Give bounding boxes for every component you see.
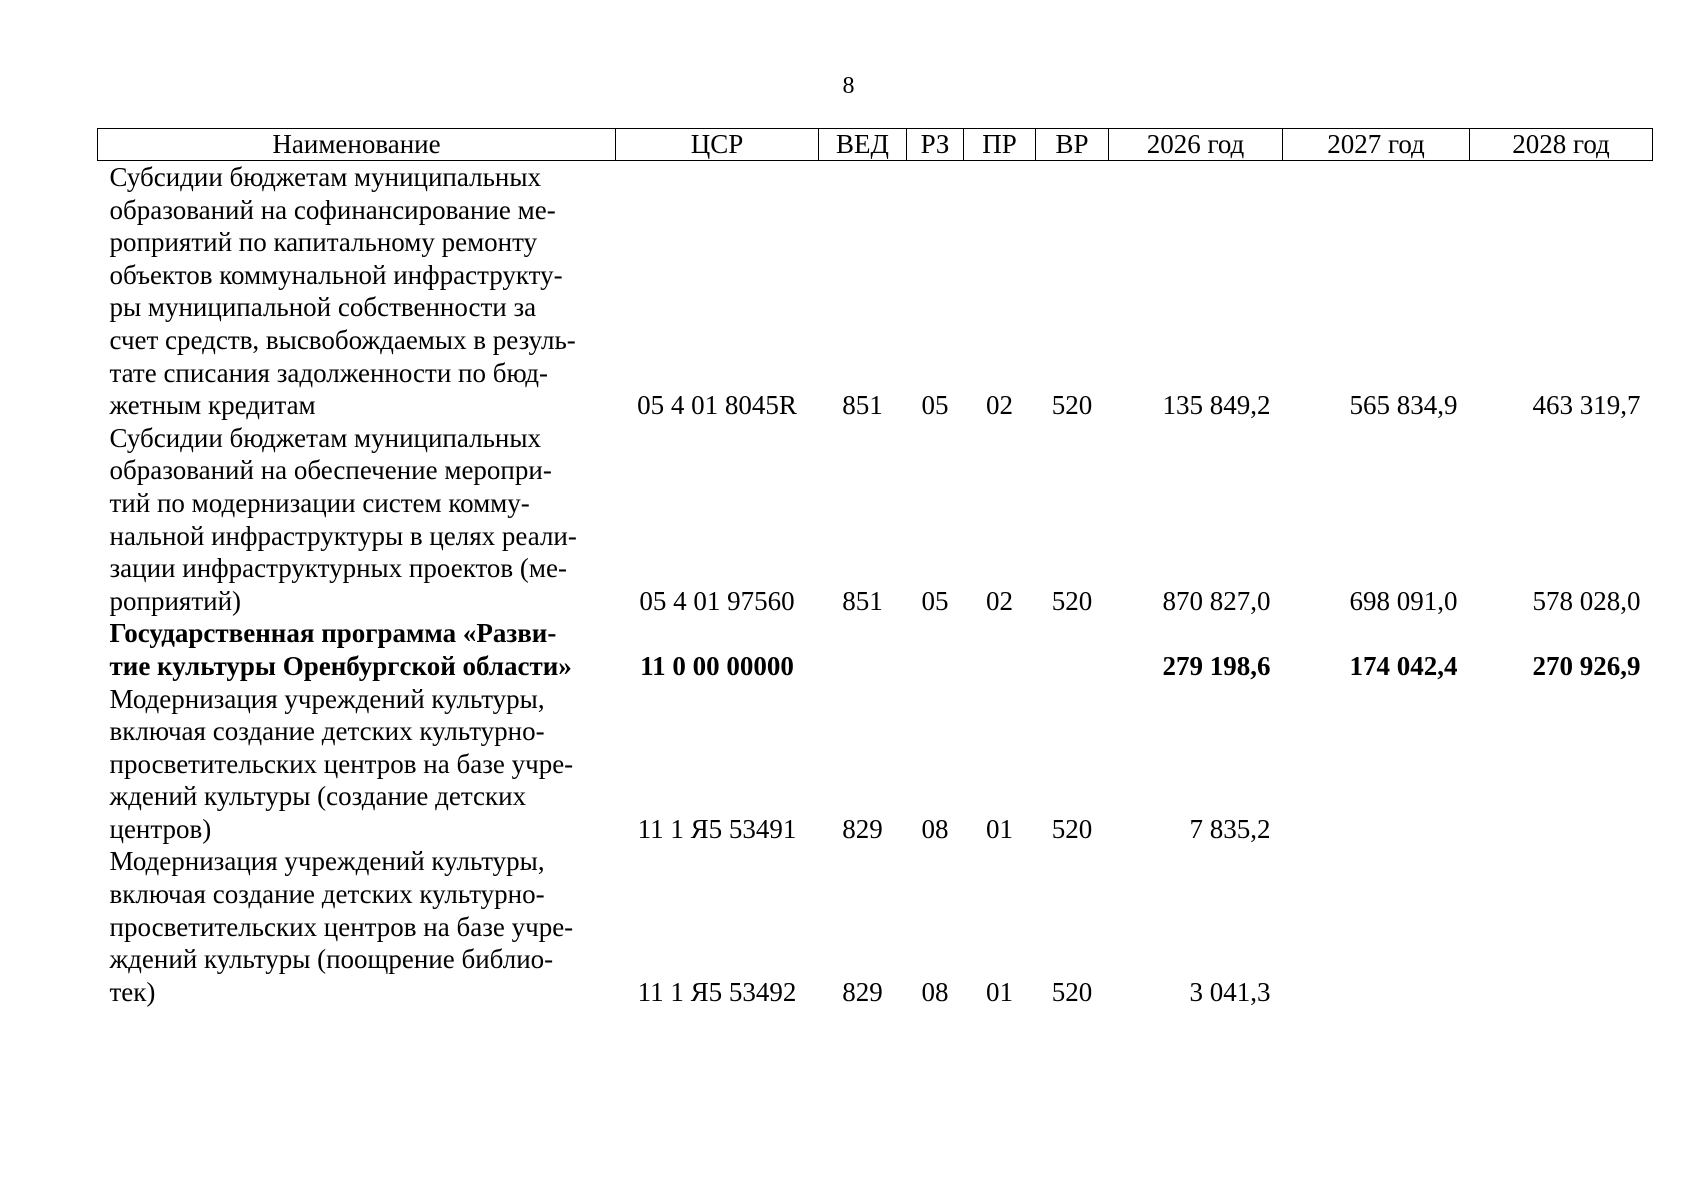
row-rz: 05 (921, 390, 949, 421)
budget-table (97, 128, 1653, 1008)
row-name-line: тий по модернизации систем комму- (109, 487, 530, 518)
row-name-line: Модернизация учреждений культуры, (109, 846, 545, 877)
row-amount-2027 (1283, 683, 1470, 846)
row-amount-2027 (1283, 845, 1470, 1008)
row-csr: 11 1 Я5 53492 (637, 976, 797, 1007)
row-name-line: образований на обеспечение меропри- (109, 455, 552, 486)
header-pr: ПР (964, 129, 1036, 161)
row-name (98, 422, 616, 618)
row-vr: 520 (1051, 813, 1093, 844)
row-csr: 05 4 01 8045R (637, 390, 797, 421)
row-ved: 829 (842, 976, 883, 1007)
row-name-line: включая создание детских культурно- (109, 879, 545, 910)
row-pr (964, 617, 1036, 682)
row-ved: 851 (842, 585, 883, 616)
row-name-line: Субсидии бюджетам муниципальных (109, 162, 541, 192)
row-name-line: нальной инфраструктуры в целях реали- (109, 520, 577, 551)
row-name-line: ждений культуры (создание детских (109, 781, 527, 812)
row-amount-2028: 578 028,0 (1532, 585, 1641, 616)
row-name-line: включая создание детских культурно- (109, 716, 545, 747)
row-amount-2026: 3 041,3 (1189, 976, 1271, 1007)
row-amount-2026: 7 835,2 (1189, 813, 1271, 844)
row-rz: 05 (921, 585, 949, 616)
row-name-line: тие культуры Оренбургской области» (109, 650, 572, 681)
row-name-line: роприятий) (109, 585, 242, 616)
table-row (98, 617, 1653, 682)
table-body (98, 161, 1653, 1009)
page-number: 8 (842, 73, 855, 99)
row-rz (907, 617, 964, 682)
row-amount-2027: 698 091,0 (1349, 585, 1458, 616)
row-name (98, 617, 616, 682)
header-name: Наименование (98, 129, 616, 161)
header-row (98, 129, 1653, 161)
row-name (98, 845, 616, 1008)
row-vr: 520 (1051, 390, 1093, 421)
row-vr: 520 (1051, 976, 1093, 1007)
row-name-line: жетным кредитам (109, 390, 316, 421)
header-vr: ВР (1036, 129, 1109, 161)
header-2027: 2027 год (1283, 129, 1470, 161)
header-2028: 2028 год (1470, 129, 1653, 161)
row-amount-2026: 870 827,0 (1162, 585, 1271, 616)
header-csr: ЦСР (616, 129, 819, 161)
row-name-line: Модернизация учреждений культуры, (109, 683, 545, 714)
row-name-line: зации инфраструктурных проектов (ме- (109, 553, 567, 584)
row-name-line: тате списания задолженности по бюд- (109, 357, 548, 388)
row-ved (819, 617, 907, 682)
row-amount-2026: 135 849,2 (1162, 390, 1271, 421)
table-row (98, 845, 1653, 1008)
row-name-line: объектов коммунальной инфраструкту- (109, 259, 563, 290)
row-pr: 01 (986, 813, 1013, 844)
row-amount-2028: 463 319,7 (1532, 390, 1641, 421)
row-ved: 851 (842, 390, 883, 421)
table-header (98, 129, 1653, 161)
row-vr: 520 (1051, 585, 1093, 616)
row-name-line: Государственная программа «Разви- (109, 618, 557, 649)
row-pr: 02 (986, 390, 1013, 421)
row-rz: 08 (921, 976, 949, 1007)
row-csr: 11 0 00 00000 (640, 650, 794, 681)
row-ved: 829 (842, 813, 883, 844)
table-row (98, 161, 1653, 422)
row-amount-2027: 174 042,4 (1349, 650, 1458, 681)
row-name-line: ры муниципальной собственности за (109, 292, 537, 323)
header-rz: РЗ (907, 129, 964, 161)
row-name-line: счет средств, высвобождаемых в резуль- (109, 324, 576, 355)
row-name-line: Субсидии бюджетам муниципальных (109, 422, 541, 453)
row-pr: 02 (986, 585, 1013, 616)
row-pr: 01 (986, 976, 1013, 1007)
row-name-line: просветительских центров на базе учре- (109, 748, 574, 779)
row-name-line: просветительских центров на базе учре- (109, 911, 574, 942)
row-amount-2028 (1470, 845, 1653, 1008)
row-name (98, 683, 616, 846)
row-amount-2027: 565 834,9 (1349, 390, 1458, 421)
row-name (98, 161, 616, 422)
header-ved: ВЕД (819, 129, 907, 161)
row-amount-2026: 279 198,6 (1162, 650, 1271, 681)
row-rz: 08 (921, 813, 949, 844)
row-name-line: ждений культуры (поощрение библио- (109, 944, 554, 975)
table-row (98, 422, 1653, 618)
row-name-line: роприятий по капитальному ремонту (109, 227, 538, 258)
row-amount-2028: 270 926,9 (1532, 650, 1641, 681)
table-row (98, 683, 1653, 846)
row-csr: 11 1 Я5 53491 (637, 813, 797, 844)
header-2026: 2026 год (1109, 129, 1283, 161)
row-name-line: образований на софинансирование ме- (109, 194, 556, 225)
row-csr: 05 4 01 97560 (639, 585, 795, 616)
row-amount-2028 (1470, 683, 1653, 846)
row-name-line: центров) (109, 813, 212, 844)
row-name-line: тек) (109, 976, 156, 1007)
row-vr (1036, 617, 1109, 682)
